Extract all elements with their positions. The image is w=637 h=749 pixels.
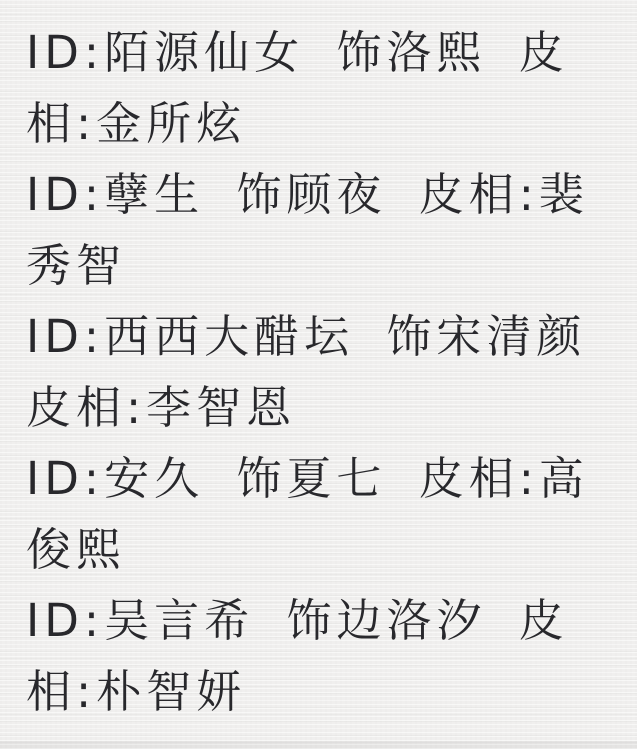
note-line-8: 俊熙	[26, 523, 127, 576]
note-line-7: ID:安久 饰夏七 皮相:高	[26, 452, 589, 505]
note-line-6: 皮相:李智恩	[26, 381, 297, 434]
note-line-4: 秀智	[26, 239, 127, 292]
note-line-2: 相:金所炫	[26, 97, 247, 150]
note-line-3: ID:孽生 饰顾夜 皮相:裴	[26, 168, 589, 221]
note-line-5: ID:西西大醋坛 饰宋清颜	[26, 310, 587, 363]
note-line-10: 相:朴智妍	[26, 665, 247, 718]
note-line-9: ID:吴言希 饰边洛汐 皮	[26, 594, 569, 647]
note-line-1: ID:陌源仙女 饰洛熙 皮	[26, 26, 569, 79]
